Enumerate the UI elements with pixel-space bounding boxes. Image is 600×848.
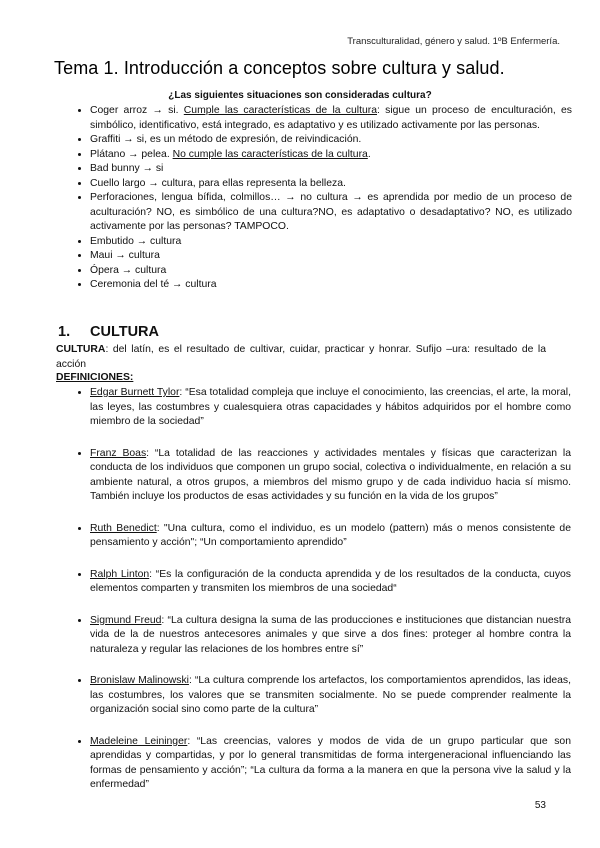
author-name: Ruth Benedict: [90, 522, 157, 534]
cultura-definition-text: : del latín, es el resultado de cultivar, cuidar, practicar y honrar. Sufijo –ura: resultado de la acción: [56, 344, 546, 370]
definitions-heading: DEFINICIONES:: [56, 372, 134, 383]
definition-item: • Franz Boas: “La totalidad de las reacciones y actividades mentales y físicas que caracterizan la conducta de los individuos que componen un grupo social, colectiva o individualmente, en relación a su ambiente natural, a otros grupos, a miembros del mismo grupo y de cada individuo hacia sí mismo. También incluye los productos de esas actividades y su función en la vida de los grupos”: [90, 447, 571, 505]
list-item: • Embutido → cultura: [90, 235, 572, 250]
author-name: Bronislaw Malinowski: [90, 675, 189, 686]
author-name: Franz Boas: [90, 447, 147, 459]
list-item: • Ceremonia del té → cultura: [90, 278, 572, 293]
section-number: 1.: [58, 324, 71, 340]
cultura-definition: [56, 343, 546, 372]
list-item: • Coger arroz → si. Cumple las características de la cultura: sigue un proceso de enculturación, es simbólico, identificativo, está integrado, es adaptativo y es utilizado activamente por las personas.: [90, 104, 572, 133]
author-name: Madeleine Leininger: [90, 735, 188, 747]
list-item: • Graffiti → si, es un método de expresión, de reivindicación.: [90, 133, 572, 148]
definitions-list: [66, 386, 571, 793]
page-number: 53: [534, 800, 546, 811]
running-header: Transculturalidad, género y salud. 1ºB Enfermería.: [347, 36, 560, 47]
definition-item: • Sigmund Freud: “La cultura designa la suma de las producciones e instituciones que distancian nuestra vida de la de nuestros antecesores animales y que sirve a dos fines: proteger al hombre contra la naturaleza y regular las relaciones de los hombres entre sí”: [90, 614, 571, 658]
list-item: • Maui → cultura: [90, 249, 572, 264]
author-name: Ralph Linton: [90, 568, 150, 580]
author-name: Sigmund Freud: [90, 614, 162, 626]
page-title: Tema 1. Introducción a conceptos sobre cultura y salud.: [54, 58, 505, 78]
definition-item: • Ruth Benedict: "Una cultura, como el individuo, es un modelo (pattern) más o menos consistente de pensamiento y acción"; “Un comportamiento aprendido”: [90, 522, 571, 551]
list-item: • Perforaciones, lengua bífida, colmillos… → no cultura → es aprendida por medio de un proceso de aculturación? NO, es simbólico de una cultura?NO, es adaptativo o desadaptativo? NO, es utilizado activamente por las personas? TAMPOCO.: [90, 191, 572, 235]
definition-item: • Ralph Linton: “Es la configuración de la conducta aprendida y de los resultados de la conducta, cuyos elementos comparten y transmiten los miembros de una sociedad“: [90, 568, 571, 597]
list-item: • Plátano → pelea. No cumple las características de la cultura.: [90, 148, 572, 163]
definition-item: • Madeleine Leininger: “Las creencias, valores y modos de vida de un grupo particular que son aprendidas y compartidas, y por lo general transmitidas de forma intergeneracional influenciando las formas de pensamiento y acción”; “La cultura da forma a la manera en que la persona vive la salud y la enfermedad”: [90, 735, 571, 793]
situations-question: ¿Las siguientes situaciones son consideradas cultura?: [168, 90, 432, 101]
section-title: CULTURA: [90, 324, 159, 340]
list-item: • Bad bunny → si: [90, 162, 572, 177]
list-item: • Ópera → cultura: [90, 264, 572, 279]
author-name: Edgar Burnett Tylor: [90, 387, 180, 398]
situations-list: [66, 104, 572, 293]
cultura-term: CULTURA: [56, 344, 106, 355]
list-item: • Cuello largo → cultura, para ellas representa la belleza.: [90, 177, 572, 192]
definition-item: • Bronislaw Malinowski: “La cultura comprende los artefactos, los comportamientos aprendidos, las ideas, las costumbres, los valores que se transmiten socialmente. No se puede comprender realmente la organización social sino como parte de la cultura”: [90, 674, 571, 718]
section-heading: [58, 324, 159, 340]
definition-item: • Edgar Burnett Tylor: “Esa totalidad compleja que incluye el conocimiento, las creencias, el arte, la moral, las leyes, las costumbres y cualesquiera otras capacidades y hábitos adquiridos por el hombre como miembro de la sociedad”: [90, 386, 571, 430]
